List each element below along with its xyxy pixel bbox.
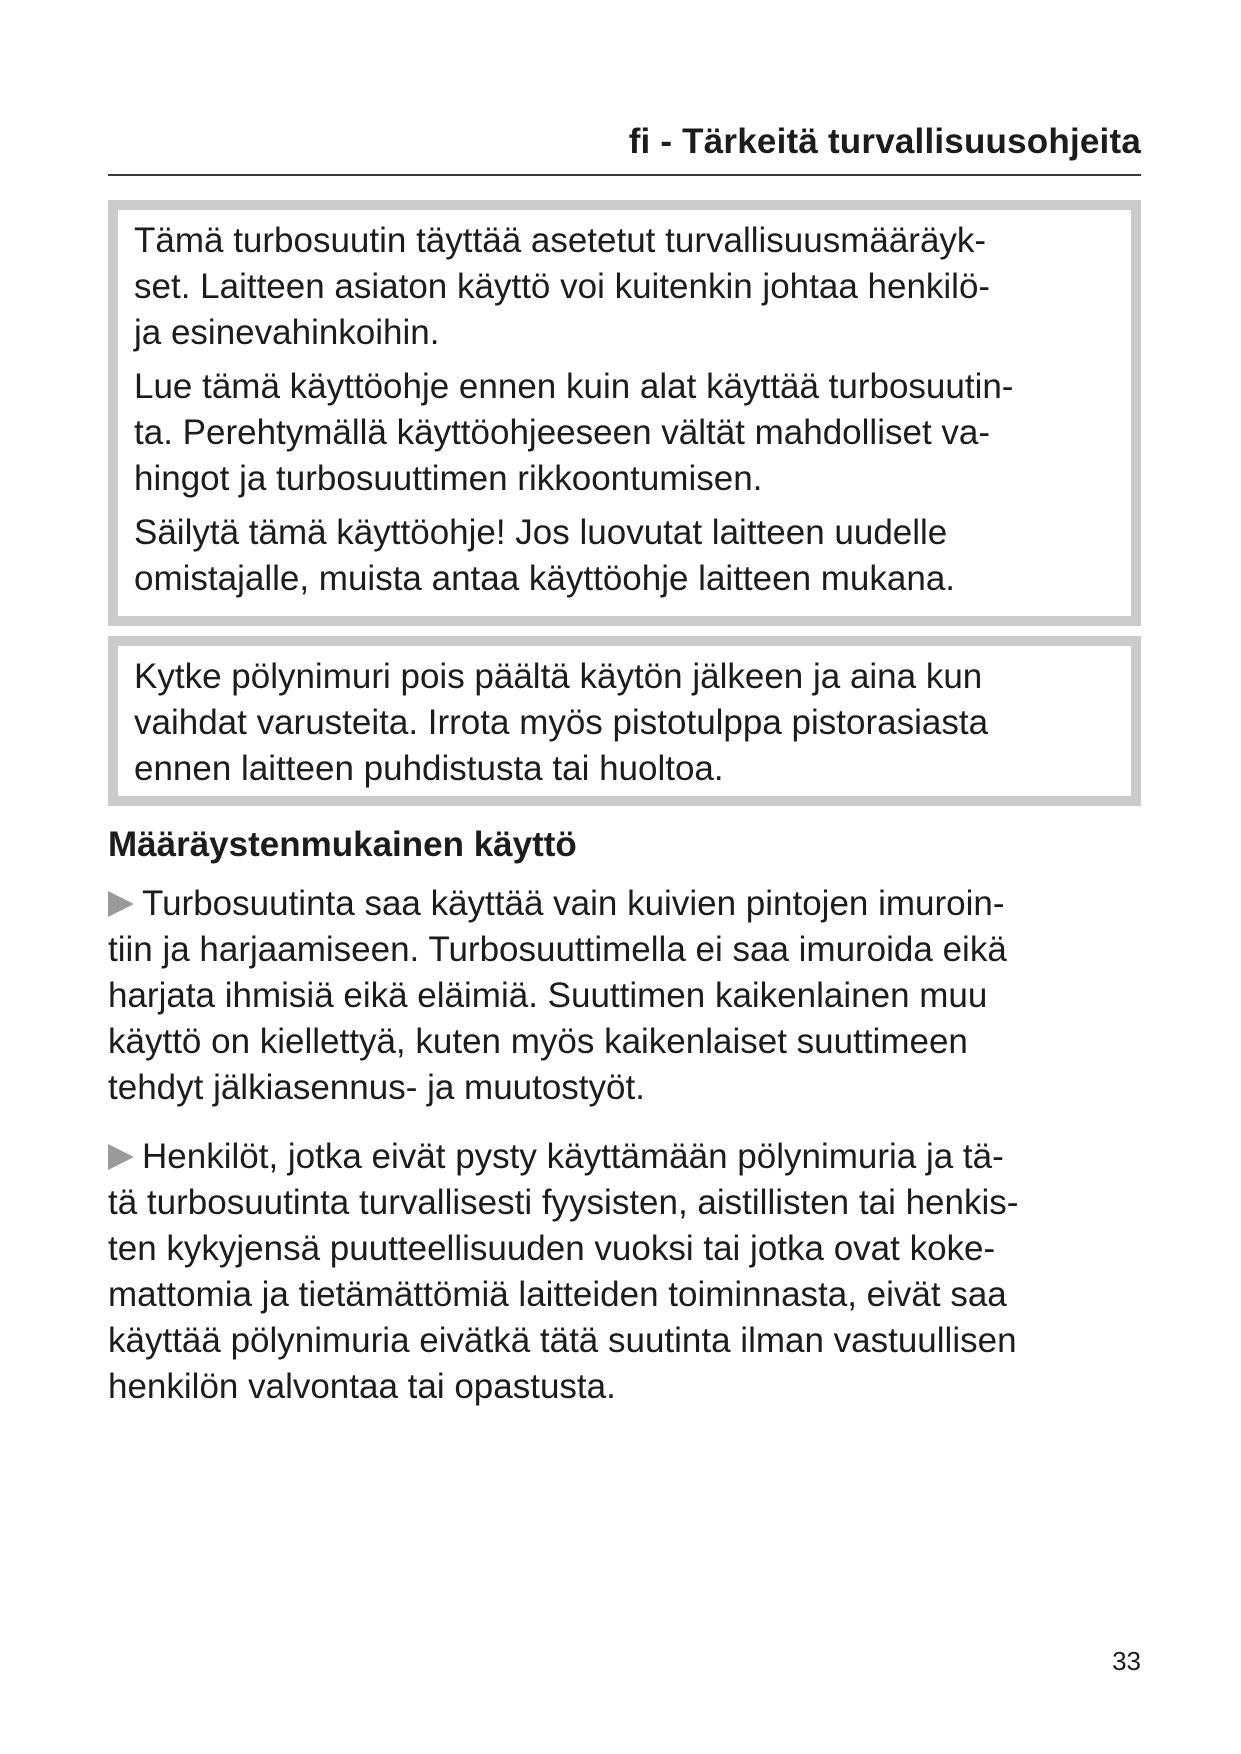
- arrow-icon: [108, 891, 134, 917]
- safety-notice-box: [108, 200, 1141, 626]
- page-number: 33: [1112, 1646, 1141, 1676]
- bullet-text: Turbosuutinta saa käyttää vain kuivien pintojen imuroin- tiin ja harjaamiseen. Turbosuuttimella ei saa imuroida eikä harjata ihmisiä eikä eläimiä. Suuttimen kaikenlainen muu käyttö on kiellettyä, kuten myös kaikenlaiset suuttimeen tehdyt jälkiasennus- ja muutostyöt.: [108, 884, 1007, 1107]
- disconnect-notice-box: [108, 636, 1141, 806]
- bullet-item: [108, 881, 1148, 1111]
- notice-paragraph: Säilytä tämä käyttöohje! Jos luovutat laitteen uudelle omistajalle, muista antaa käyttöohje laitteen mukana.: [134, 513, 956, 598]
- bullet-item: [108, 1134, 1148, 1410]
- section-heading: Määräystenmukainen käyttö: [108, 825, 577, 864]
- page-title: fi - Tärkeitä turvallisuusohjeita: [628, 122, 1141, 161]
- arrow-icon: [108, 1144, 134, 1170]
- notice-paragraph: Lue tämä käyttöohje ennen kuin alat käyttää turbosuutin- ta. Perehtymällä käyttöohjeeseen vältät mahdolliset va- hingot ja turbosuuttimen rikkoontumisen.: [134, 367, 1014, 498]
- page-header: [108, 118, 1141, 176]
- notice-paragraph: Kytke pölynimuri pois päältä käytön jälkeen ja aina kun vaihdat varusteita. Irrota myös pistotulppa pistorasiasta ennen laitteen puhdistusta tai huoltoa.: [134, 657, 989, 788]
- bullet-text: Henkilöt, jotka eivät pysty käyttämään pölynimuria ja tä- tä turbosuutinta turvallisesti fyysisten, aistillisten tai henkis- ten kykyjensä puutteellisuuden vuoksi tai jotka ovat koke- mattomia ja tietämättömiä laitteiden toiminnasta, eivät saa käyttää pölynimuria eivätkä tätä suutinta ilman vastuullisen henkilön valvontaa tai opastusta.: [108, 1137, 1019, 1406]
- notice-paragraph: Tämä turbosuutin täyttää asetetut turvallisuusmääräyk- set. Laitteen asiaton käyttö voi kuitenkin johtaa henkilö- ja esinevahinkoihin.: [134, 221, 991, 352]
